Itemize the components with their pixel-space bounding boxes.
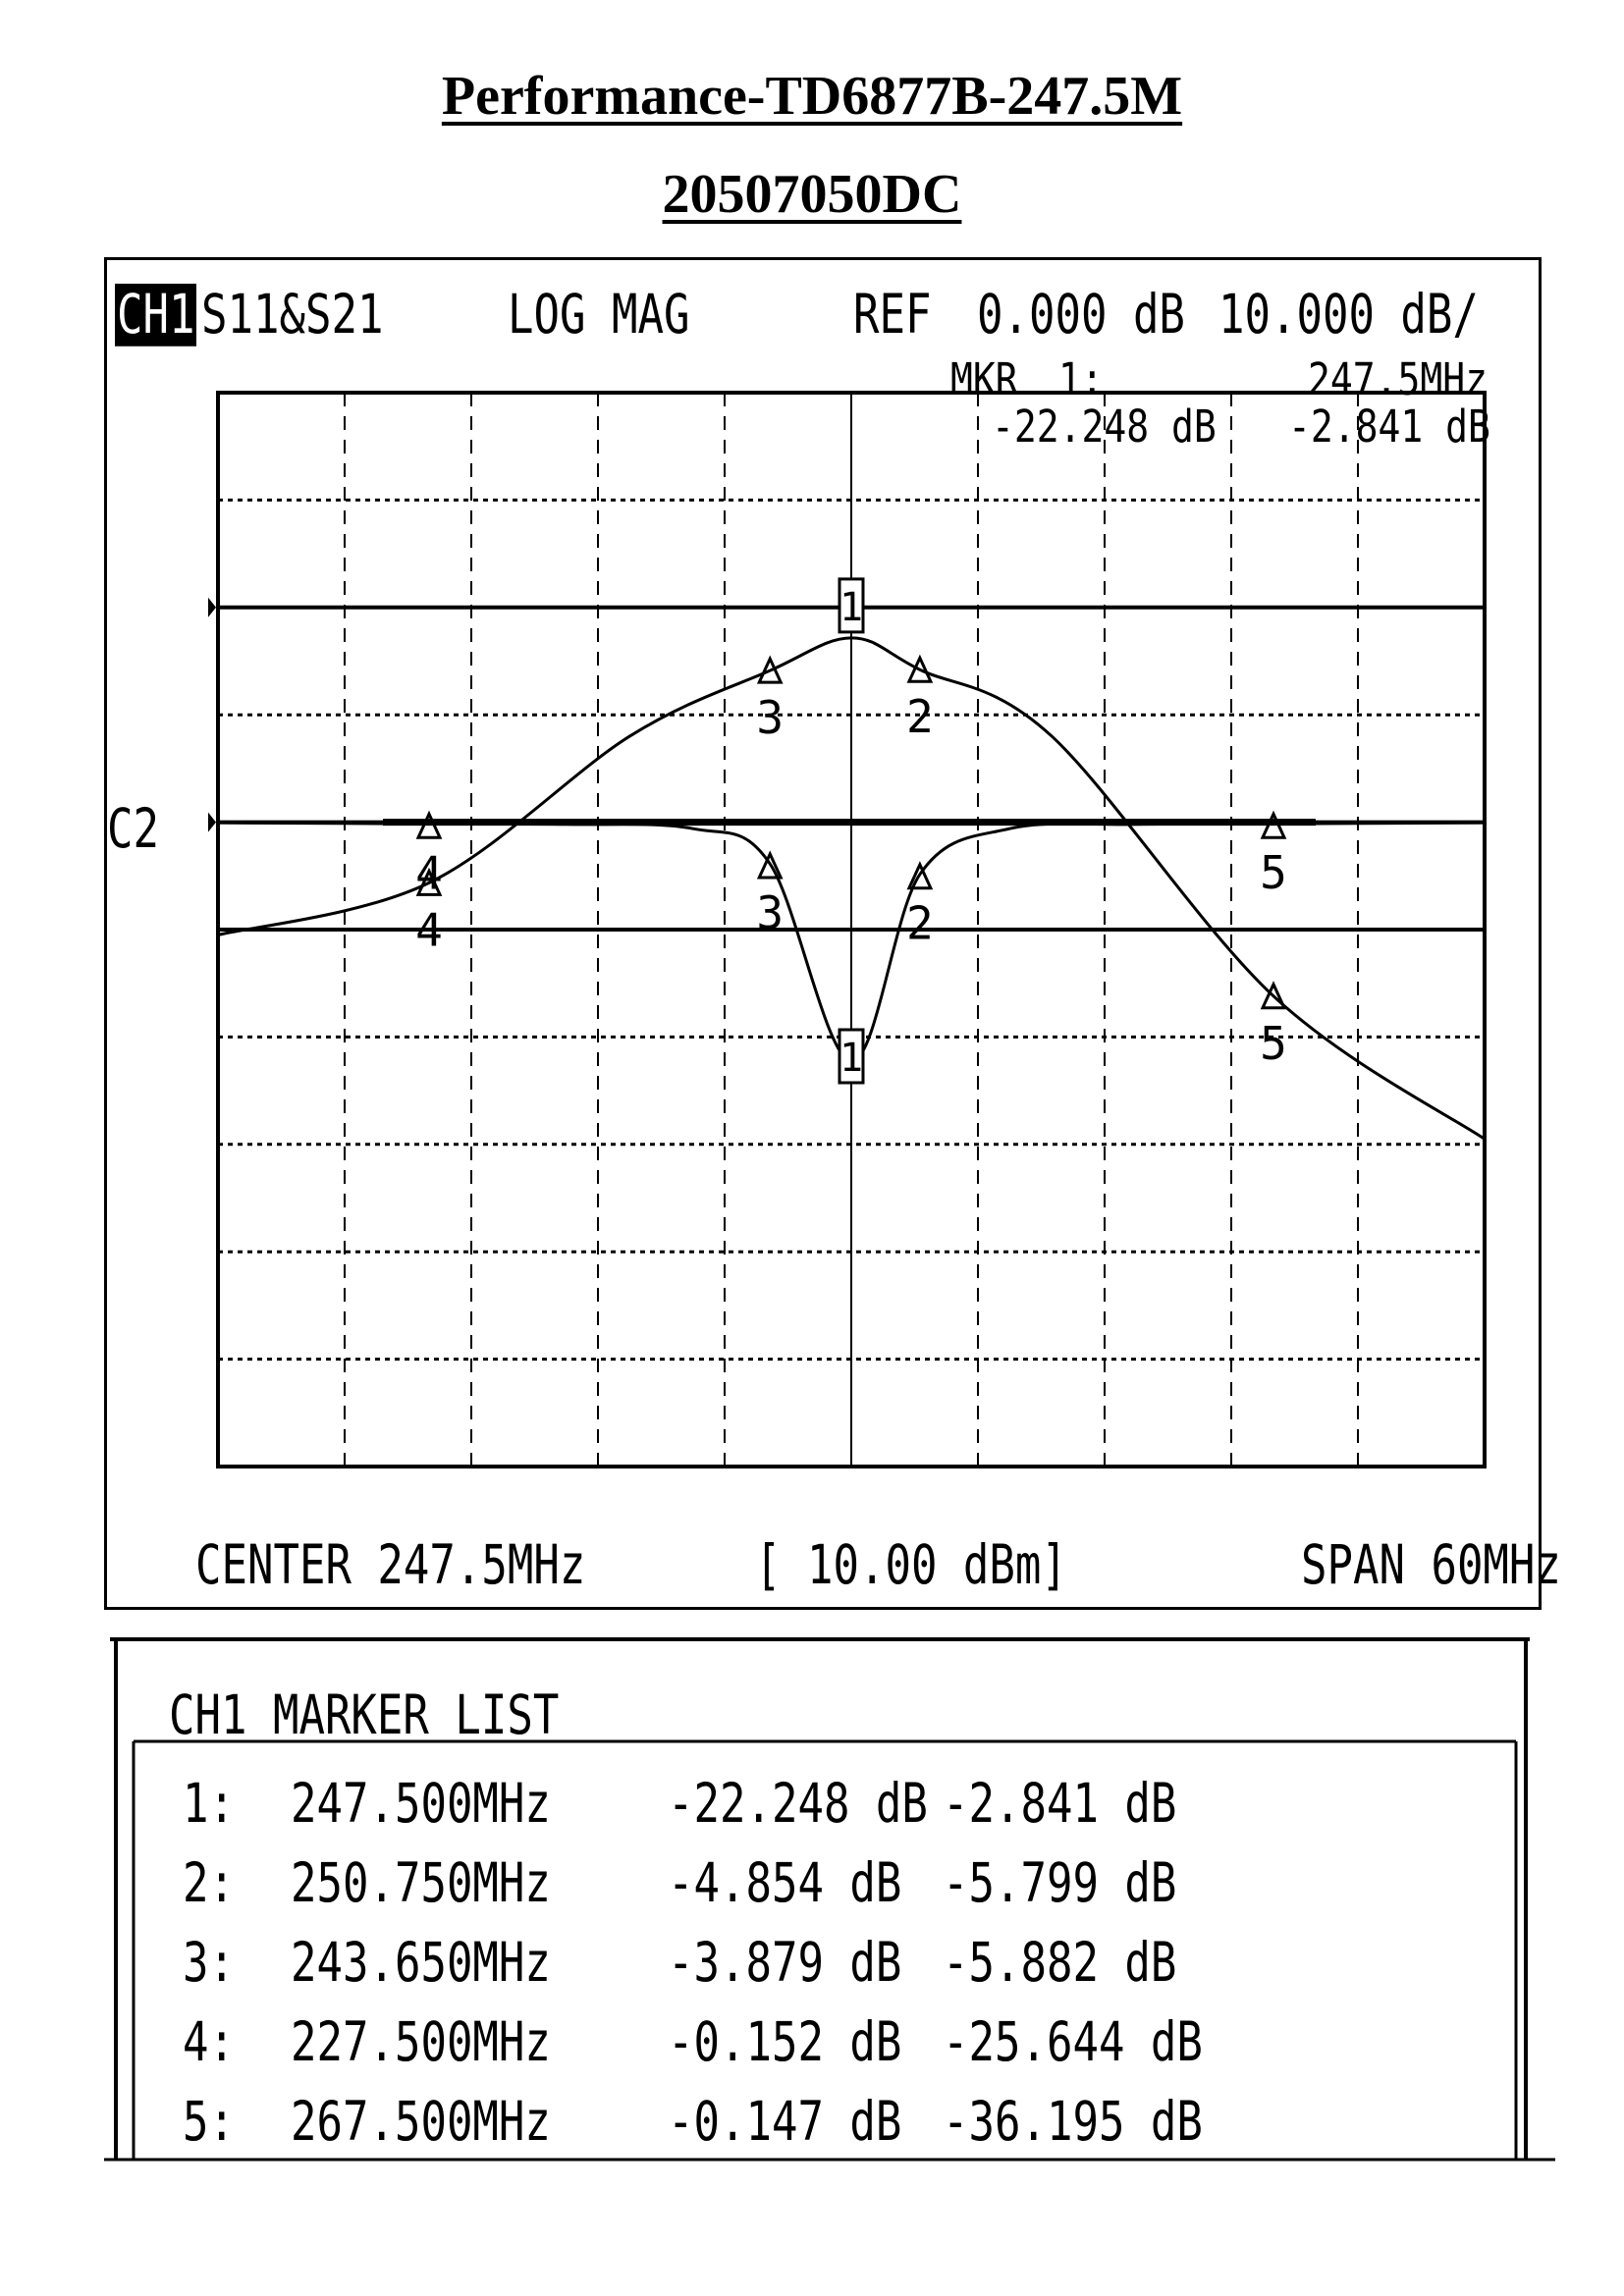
ref-label: REF [853,284,932,347]
marker-row-4-num: 4: [183,2011,235,2074]
marker-row-3-s21: -5.882 dB [943,1932,1177,1995]
marker-row-5-s21: -36.195 dB [943,2091,1203,2154]
scale-label: 10.000 dB/ [1218,284,1479,347]
marker-row-1-s21: -2.841 dB [943,1773,1177,1836]
marker-row-2-num: 2: [183,1852,235,1915]
span-label: SPAN 60MHz [1301,1534,1561,1597]
marker-row-2-s11: -4.854 dB [668,1852,902,1915]
mkr-label: MKR [950,352,1018,405]
channel-badge: CH1 [117,284,195,347]
s21-marker-4-label: 4 [415,903,443,957]
s11-marker-3-label: 3 [756,886,785,940]
format-label: LOG MAG [508,284,690,347]
marker-row-1-freq: 247.500MHz [291,1773,551,1836]
marker-list-title: CH1 MARKER LIST [169,1684,560,1747]
s11-marker-4-label: 4 [415,846,443,900]
marker-row-5-num: 5: [183,2091,235,2154]
mkr-freq: 247.5MHz [1308,352,1489,405]
s11-marker-2-label: 2 [906,896,934,950]
s21-marker-3-label: 3 [756,691,785,745]
ref-value: 0.000 dB [977,284,1185,347]
marker-row-3-freq: 243.650MHz [291,1932,551,1995]
marker-row-2-freq: 250.750MHz [291,1852,551,1915]
mkr-value-s21: -2.841 dB [1288,400,1490,453]
marker-row-4-s21: -25.644 dB [943,2011,1203,2074]
power-label: [ 10.00 dBm] [755,1534,1067,1597]
page-title: Performance-TD6877B-247.5M [441,66,1183,127]
s11-marker-1-label: 1 [839,1035,864,1081]
marker-row-1-num: 1: [183,1773,235,1836]
marker-row-5-s11: -0.147 dB [668,2091,902,2154]
marker-row-4-s11: -0.152 dB [668,2011,902,2074]
marker-row-4-freq: 227.500MHz [291,2011,551,2074]
ref-arrow [208,813,216,832]
s11-marker-4-triangle [418,814,440,837]
marker-row-5-freq: 267.500MHz [291,2091,551,2154]
s11-marker-5-triangle [1263,814,1284,837]
ref-arrow [208,598,216,617]
s21-marker-2-label: 2 [906,690,934,744]
s11-marker-5-label: 5 [1260,846,1287,900]
page-subtitle: 20507050DC [662,164,962,225]
marker-row-3-num: 3: [183,1932,235,1995]
c2-label: C2 [107,798,159,861]
marker-row-1-s11: -22.248 dB [668,1773,928,1836]
s21-marker-5-label: 5 [1260,1016,1287,1070]
marker-row-2-s21: -5.799 dB [943,1852,1177,1915]
mkr-value-s11: -22.248 dB [992,400,1217,453]
center-label: CENTER 247.5MHz [195,1534,586,1597]
marker-row-3-s11: -3.879 dB [668,1932,902,1995]
mkr-num: 1: [1058,352,1104,405]
params-label: S11&S21 [201,284,384,347]
s21-marker-1-label: 1 [839,584,864,630]
